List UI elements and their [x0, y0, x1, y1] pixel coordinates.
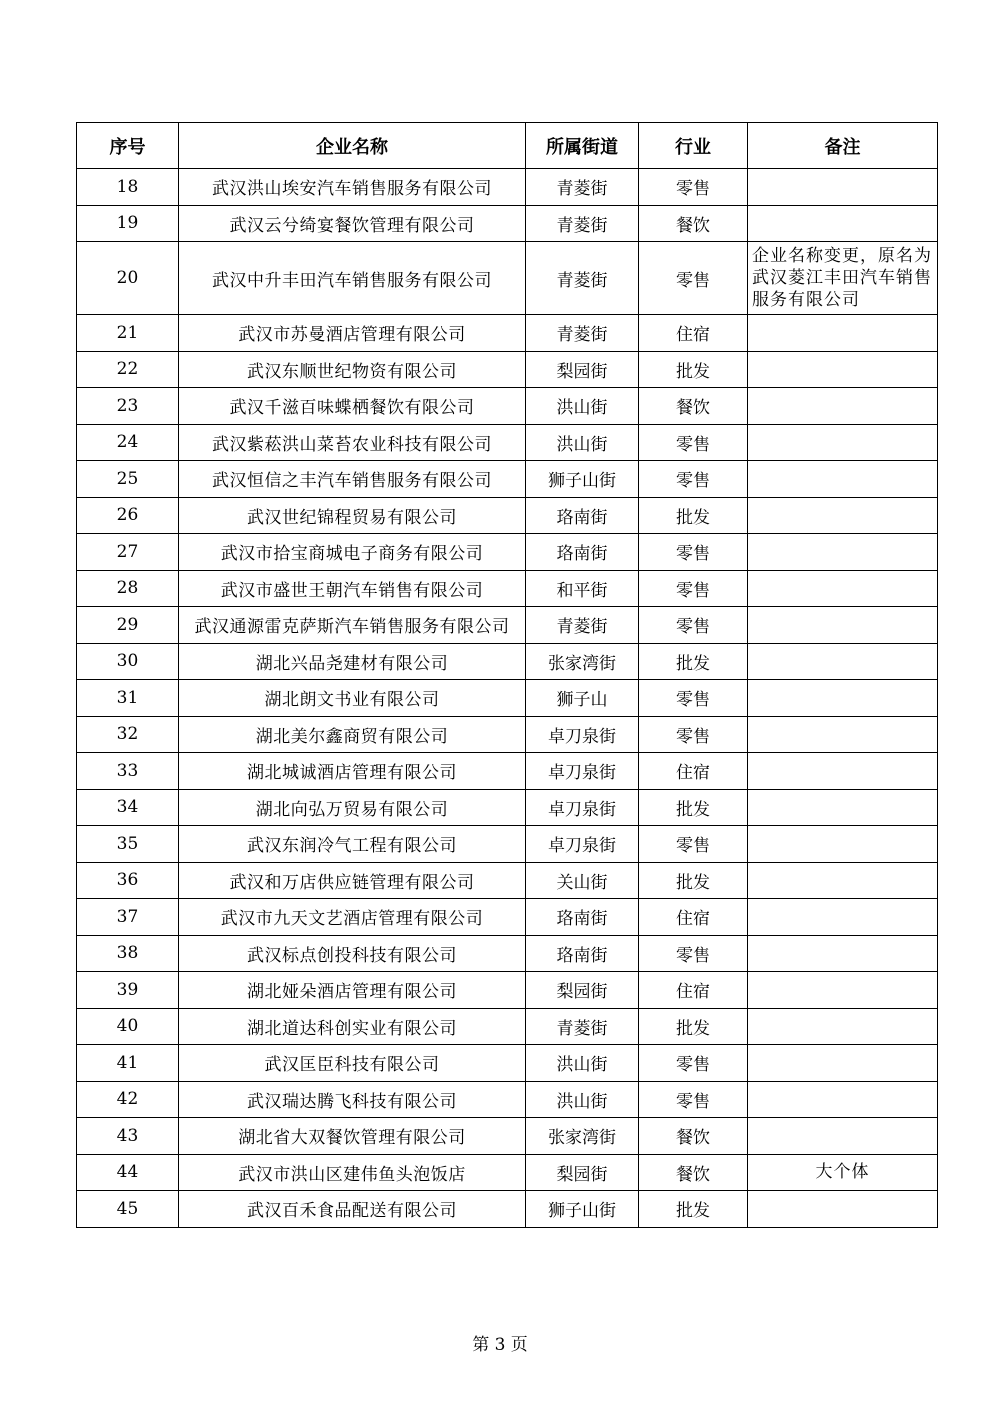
- cell-remarks: 企业名称变更，原名为武汉菱江丰田汽车销售服务有限公司: [748, 242, 938, 315]
- cell-enterprise-name: 武汉市九天文艺酒店管理有限公司: [179, 899, 526, 936]
- table-row: [77, 1008, 938, 1045]
- cell-remarks: [748, 862, 938, 899]
- cell-industry: 零售: [639, 534, 748, 571]
- cell-street: 关山街: [526, 862, 639, 899]
- table-row: [77, 899, 938, 936]
- cell-enterprise-name: 武汉世纪锦程贸易有限公司: [179, 497, 526, 534]
- table-row: [77, 205, 938, 242]
- cell-enterprise-name: 湖北兴品尧建材有限公司: [179, 643, 526, 680]
- cell-serial-number: 27: [77, 534, 179, 571]
- table-row: [77, 169, 938, 206]
- cell-street: 洪山街: [526, 388, 639, 425]
- cell-serial-number: 32: [77, 716, 179, 753]
- cell-street: 青菱街: [526, 205, 639, 242]
- table-row: [77, 826, 938, 863]
- cell-industry: 批发: [639, 862, 748, 899]
- cell-remarks: [748, 789, 938, 826]
- cell-street: 珞南街: [526, 534, 639, 571]
- cell-street: 狮子山: [526, 680, 639, 717]
- cell-serial-number: 39: [77, 972, 179, 1009]
- table-row: [77, 1045, 938, 1082]
- cell-enterprise-name: 湖北城诚酒店管理有限公司: [179, 753, 526, 790]
- cell-industry: 餐饮: [639, 205, 748, 242]
- cell-enterprise-name: 武汉通源雷克萨斯汽车销售服务有限公司: [179, 607, 526, 644]
- table-row: [77, 461, 938, 498]
- cell-industry: 批发: [639, 1191, 748, 1228]
- table-row: [77, 424, 938, 461]
- cell-enterprise-name: 武汉市洪山区建伟鱼头泡饭店: [179, 1154, 526, 1191]
- table-row: [77, 570, 938, 607]
- header-industry: 行业: [639, 123, 748, 169]
- cell-remarks: [748, 935, 938, 972]
- cell-remarks: [748, 680, 938, 717]
- cell-industry: 住宿: [639, 753, 748, 790]
- cell-enterprise-name: 武汉和万店供应链管理有限公司: [179, 862, 526, 899]
- cell-street: 青菱街: [526, 315, 639, 352]
- cell-serial-number: 36: [77, 862, 179, 899]
- cell-enterprise-name: 武汉东润冷气工程有限公司: [179, 826, 526, 863]
- cell-street: 青菱街: [526, 1008, 639, 1045]
- table-row: [77, 789, 938, 826]
- cell-remarks: [748, 899, 938, 936]
- cell-serial-number: 40: [77, 1008, 179, 1045]
- table-row: [77, 1154, 938, 1191]
- cell-serial-number: 35: [77, 826, 179, 863]
- cell-serial-number: 43: [77, 1118, 179, 1155]
- cell-remarks: [748, 534, 938, 571]
- cell-enterprise-name: 湖北省大双餐饮管理有限公司: [179, 1118, 526, 1155]
- cell-serial-number: 18: [77, 169, 179, 206]
- cell-serial-number: 21: [77, 315, 179, 352]
- cell-street: 狮子山街: [526, 1191, 639, 1228]
- cell-street: 洪山街: [526, 1081, 639, 1118]
- cell-enterprise-name: 武汉市苏曼酒店管理有限公司: [179, 315, 526, 352]
- cell-enterprise-name: 武汉市拾宝商城电子商务有限公司: [179, 534, 526, 571]
- cell-enterprise-name: 武汉东顺世纪物资有限公司: [179, 351, 526, 388]
- cell-industry: 零售: [639, 570, 748, 607]
- cell-remarks: [748, 497, 938, 534]
- cell-serial-number: 37: [77, 899, 179, 936]
- cell-remarks: [748, 716, 938, 753]
- cell-remarks: [748, 1081, 938, 1118]
- cell-street: 珞南街: [526, 935, 639, 972]
- cell-remarks: [748, 1045, 938, 1082]
- table-row: [77, 607, 938, 644]
- table-row: [77, 753, 938, 790]
- table-row: [77, 680, 938, 717]
- cell-enterprise-name: 湖北娅朵酒店管理有限公司: [179, 972, 526, 1009]
- table-row: [77, 497, 938, 534]
- cell-industry: 批发: [639, 789, 748, 826]
- cell-industry: 零售: [639, 424, 748, 461]
- cell-enterprise-name: 湖北朗文书业有限公司: [179, 680, 526, 717]
- cell-serial-number: 25: [77, 461, 179, 498]
- cell-remarks: [748, 461, 938, 498]
- table-row: [77, 716, 938, 753]
- cell-remarks: [748, 1008, 938, 1045]
- cell-industry: 零售: [639, 1045, 748, 1082]
- cell-remarks: [748, 424, 938, 461]
- cell-serial-number: 45: [77, 1191, 179, 1228]
- table-body: [77, 169, 938, 1228]
- cell-remarks: [748, 972, 938, 1009]
- cell-enterprise-name: 武汉市盛世王朝汽车销售有限公司: [179, 570, 526, 607]
- cell-remarks: [748, 570, 938, 607]
- cell-serial-number: 38: [77, 935, 179, 972]
- cell-industry: 零售: [639, 680, 748, 717]
- cell-serial-number: 23: [77, 388, 179, 425]
- table-row: [77, 1081, 938, 1118]
- cell-enterprise-name: 武汉恒信之丰汽车销售服务有限公司: [179, 461, 526, 498]
- cell-serial-number: 31: [77, 680, 179, 717]
- cell-serial-number: 33: [77, 753, 179, 790]
- cell-street: 张家湾街: [526, 1118, 639, 1155]
- cell-serial-number: 42: [77, 1081, 179, 1118]
- cell-enterprise-name: 武汉千滋百味蝶栖餐饮有限公司: [179, 388, 526, 425]
- cell-enterprise-name: 湖北道达科创实业有限公司: [179, 1008, 526, 1045]
- cell-industry: 零售: [639, 461, 748, 498]
- table-row: [77, 935, 938, 972]
- cell-serial-number: 29: [77, 607, 179, 644]
- cell-enterprise-name: 湖北美尔鑫商贸有限公司: [179, 716, 526, 753]
- cell-remarks: [748, 351, 938, 388]
- cell-serial-number: 28: [77, 570, 179, 607]
- cell-industry: 批发: [639, 643, 748, 680]
- enterprise-table: [76, 122, 938, 1228]
- cell-remarks: [748, 315, 938, 352]
- cell-enterprise-name: 武汉标点创投科技有限公司: [179, 935, 526, 972]
- cell-street: 青菱街: [526, 242, 639, 315]
- header-street: 所属街道: [526, 123, 639, 169]
- cell-enterprise-name: 武汉紫菘洪山菜苔农业科技有限公司: [179, 424, 526, 461]
- cell-industry: 餐饮: [639, 388, 748, 425]
- cell-street: 卓刀泉街: [526, 789, 639, 826]
- cell-industry: 零售: [639, 1081, 748, 1118]
- page-number: 第 3 页: [472, 1335, 528, 1355]
- cell-serial-number: 26: [77, 497, 179, 534]
- cell-industry: 零售: [639, 607, 748, 644]
- cell-industry: 餐饮: [639, 1154, 748, 1191]
- cell-street: 洪山街: [526, 424, 639, 461]
- cell-industry: 零售: [639, 242, 748, 315]
- cell-serial-number: 30: [77, 643, 179, 680]
- cell-street: 狮子山街: [526, 461, 639, 498]
- cell-street: 卓刀泉街: [526, 753, 639, 790]
- cell-remarks: 大个体: [748, 1154, 938, 1191]
- table-row: [77, 351, 938, 388]
- table-row: [77, 388, 938, 425]
- cell-remarks: [748, 1118, 938, 1155]
- table-header-row: [77, 123, 938, 169]
- table-row: [77, 972, 938, 1009]
- cell-remarks: [748, 205, 938, 242]
- cell-enterprise-name: 武汉瑞达腾飞科技有限公司: [179, 1081, 526, 1118]
- cell-industry: 批发: [639, 351, 748, 388]
- table-row: [77, 643, 938, 680]
- cell-industry: 批发: [639, 1008, 748, 1045]
- cell-street: 梨园街: [526, 1154, 639, 1191]
- cell-enterprise-name: 武汉匡臣科技有限公司: [179, 1045, 526, 1082]
- table-row: [77, 862, 938, 899]
- cell-enterprise-name: 武汉云兮绮宴餐饮管理有限公司: [179, 205, 526, 242]
- cell-industry: 零售: [639, 826, 748, 863]
- table-row: [77, 242, 938, 315]
- cell-enterprise-name: 武汉百禾食品配送有限公司: [179, 1191, 526, 1228]
- cell-enterprise-name: 湖北向弘万贸易有限公司: [179, 789, 526, 826]
- cell-remarks: [748, 607, 938, 644]
- table-row: [77, 1191, 938, 1228]
- cell-remarks: [748, 1191, 938, 1228]
- cell-street: 青菱街: [526, 607, 639, 644]
- cell-industry: 批发: [639, 497, 748, 534]
- cell-street: 梨园街: [526, 972, 639, 1009]
- cell-industry: 住宿: [639, 899, 748, 936]
- cell-remarks: [748, 388, 938, 425]
- cell-street: 和平街: [526, 570, 639, 607]
- cell-serial-number: 44: [77, 1154, 179, 1191]
- cell-street: 梨园街: [526, 351, 639, 388]
- cell-street: 珞南街: [526, 899, 639, 936]
- cell-street: 青菱街: [526, 169, 639, 206]
- cell-industry: 住宿: [639, 972, 748, 1009]
- cell-remarks: [748, 169, 938, 206]
- cell-serial-number: 22: [77, 351, 179, 388]
- table-row: [77, 315, 938, 352]
- cell-street: 张家湾街: [526, 643, 639, 680]
- cell-enterprise-name: 武汉中升丰田汽车销售服务有限公司: [179, 242, 526, 315]
- table-row: [77, 534, 938, 571]
- cell-serial-number: 20: [77, 242, 179, 315]
- cell-serial-number: 24: [77, 424, 179, 461]
- cell-remarks: [748, 643, 938, 680]
- cell-industry: 零售: [639, 169, 748, 206]
- cell-enterprise-name: 武汉洪山埃安汽车销售服务有限公司: [179, 169, 526, 206]
- header-remarks: 备注: [748, 123, 938, 169]
- cell-remarks: [748, 753, 938, 790]
- cell-industry: 住宿: [639, 315, 748, 352]
- cell-street: 卓刀泉街: [526, 716, 639, 753]
- table-row: [77, 1118, 938, 1155]
- header-serial-number: 序号: [77, 123, 179, 169]
- cell-industry: 零售: [639, 935, 748, 972]
- header-enterprise-name: 企业名称: [179, 123, 526, 169]
- cell-remarks: [748, 826, 938, 863]
- cell-serial-number: 34: [77, 789, 179, 826]
- cell-industry: 零售: [639, 716, 748, 753]
- cell-street: 洪山街: [526, 1045, 639, 1082]
- cell-industry: 餐饮: [639, 1118, 748, 1155]
- cell-serial-number: 19: [77, 205, 179, 242]
- cell-street: 珞南街: [526, 497, 639, 534]
- cell-serial-number: 41: [77, 1045, 179, 1082]
- cell-street: 卓刀泉街: [526, 826, 639, 863]
